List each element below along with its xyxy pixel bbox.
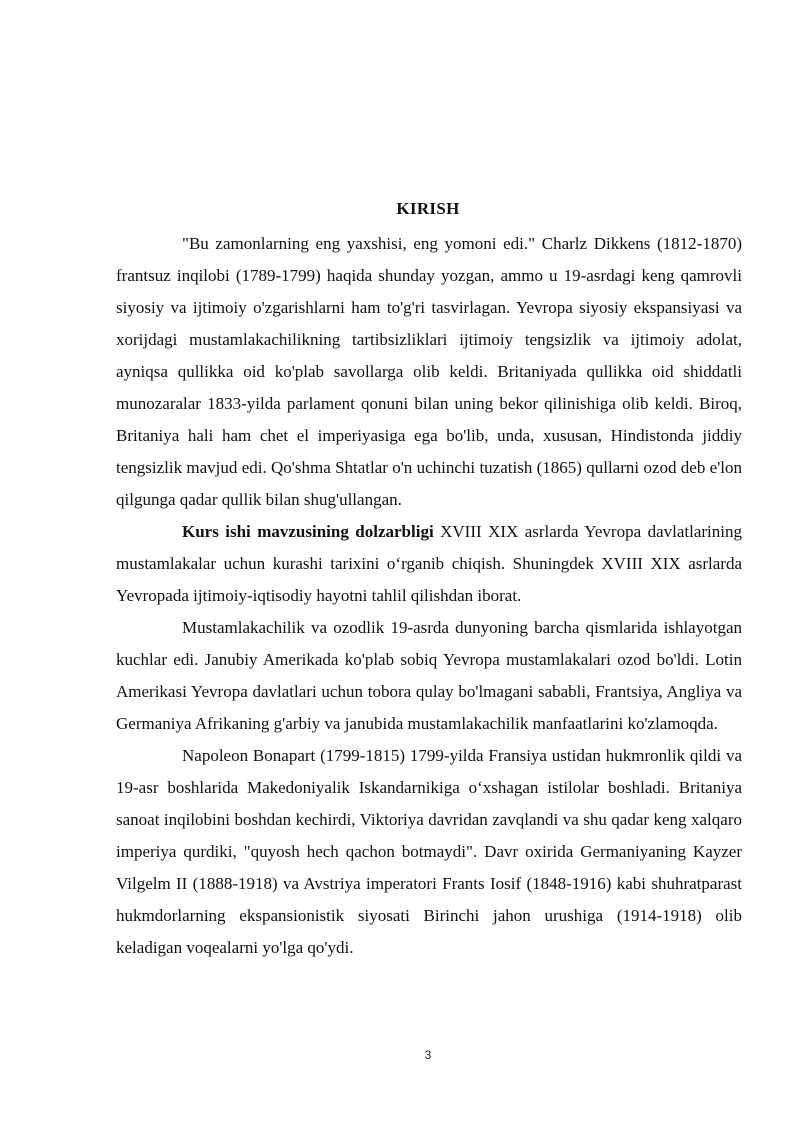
paragraph-2-text: XVIII XIX asrlarda Yevropa davlatlarining mustamlakalar uchun kurashi tarixini o‘rganib chiqish. Shuningdek XVIII XIX asrlarda Yevropada ijtimoiy-iqtisodiy hayotni tahlil qilishdan iborat. — [116, 522, 742, 605]
page-number: 3 — [424, 1048, 432, 1062]
paragraph-4 — [116, 740, 742, 964]
paragraph-3-text: Mustamlakachilik va ozodlik 19-asrda dunyoning barcha qismlarida ishlayotgan kuchlar edi. Janubiy Amerikada ko'plab sobiq Yevropa mustamlakalari ozod bo'ldi. Lotin Amerikasi Yevropa davlatlari uchun tobora qulay bo'lmagani sababli, Frantsiya, Angliya va Germaniya Afrikaning g'arbiy va janubida mustamlakachilik manfaatlarini ko'zlamoqda. — [116, 618, 742, 733]
paragraph-1 — [116, 228, 742, 516]
paragraph-2-lead: Kurs ishi mavzusining dolzarbligi — [182, 522, 434, 541]
paragraph-1-text: "Bu zamonlarning eng yaxshisi, eng yomoni edi." Charlz Dikkens (1812-1870) frantsuz inqilobi (1789-1799) haqida shunday yozgan, ammo u 19-asrdagi keng qamrovli siyosiy va ijtimoiy o'zgarishlarni ham to'g'ri tasvirlagan. Yevropa siyosiy ekspansiyasi va xorijdagi mustamlakachilikning tartibsizliklari ijtimoiy tengsizlik va ijtimoiy adolat, ayniqsa qullikka oid ko'plab savollarga olib keldi. Britaniyada qullikka oid shiddatli munozaralar 1833-yilda parlament qonuni bilan uning bekor qilinishiga olib keldi. Biroq, Britaniya hali ham chet el imperiyasiga ega bo'lib, unda, xususan, Hindistonda jiddiy tengsizlik mavjud edi. Qo'shma Shtatlar o'n uchinchi tuzatish (1865) qullarni ozod deb e'lon qilgunga qadar qullik bilan shug'ullangan. — [116, 234, 742, 509]
paragraph-3 — [116, 612, 742, 740]
section-heading: KIRISH — [396, 199, 460, 218]
body-text — [116, 228, 742, 964]
paragraph-2 — [116, 516, 742, 612]
paragraph-4-text: Napoleon Bonapart (1799-1815) 1799-yilda Fransiya ustidan hukmronlik qildi va 19-asr boshlarida Makedoniyalik Iskandarnikiga o‘xshagan istilolar boshladi. Britaniya sanoat inqilobini boshdan kechirdi, Viktoriya davridan zavqlandi va shu qadar keng xalqaro imperiya qurdiki, "quyosh hech qachon botmaydi". Davr oxirida Germaniyaning Kayzer Vilgelm II (1888-1918) va Avstriya imperatori Frants Iosif (1848-1916) kabi shuhratparast hukmdorlarning ekspansionistik siyosati Birinchi jahon urushiga (1914-1918) olib keladigan voqealarni yo'lga qo'ydi. — [116, 746, 742, 957]
